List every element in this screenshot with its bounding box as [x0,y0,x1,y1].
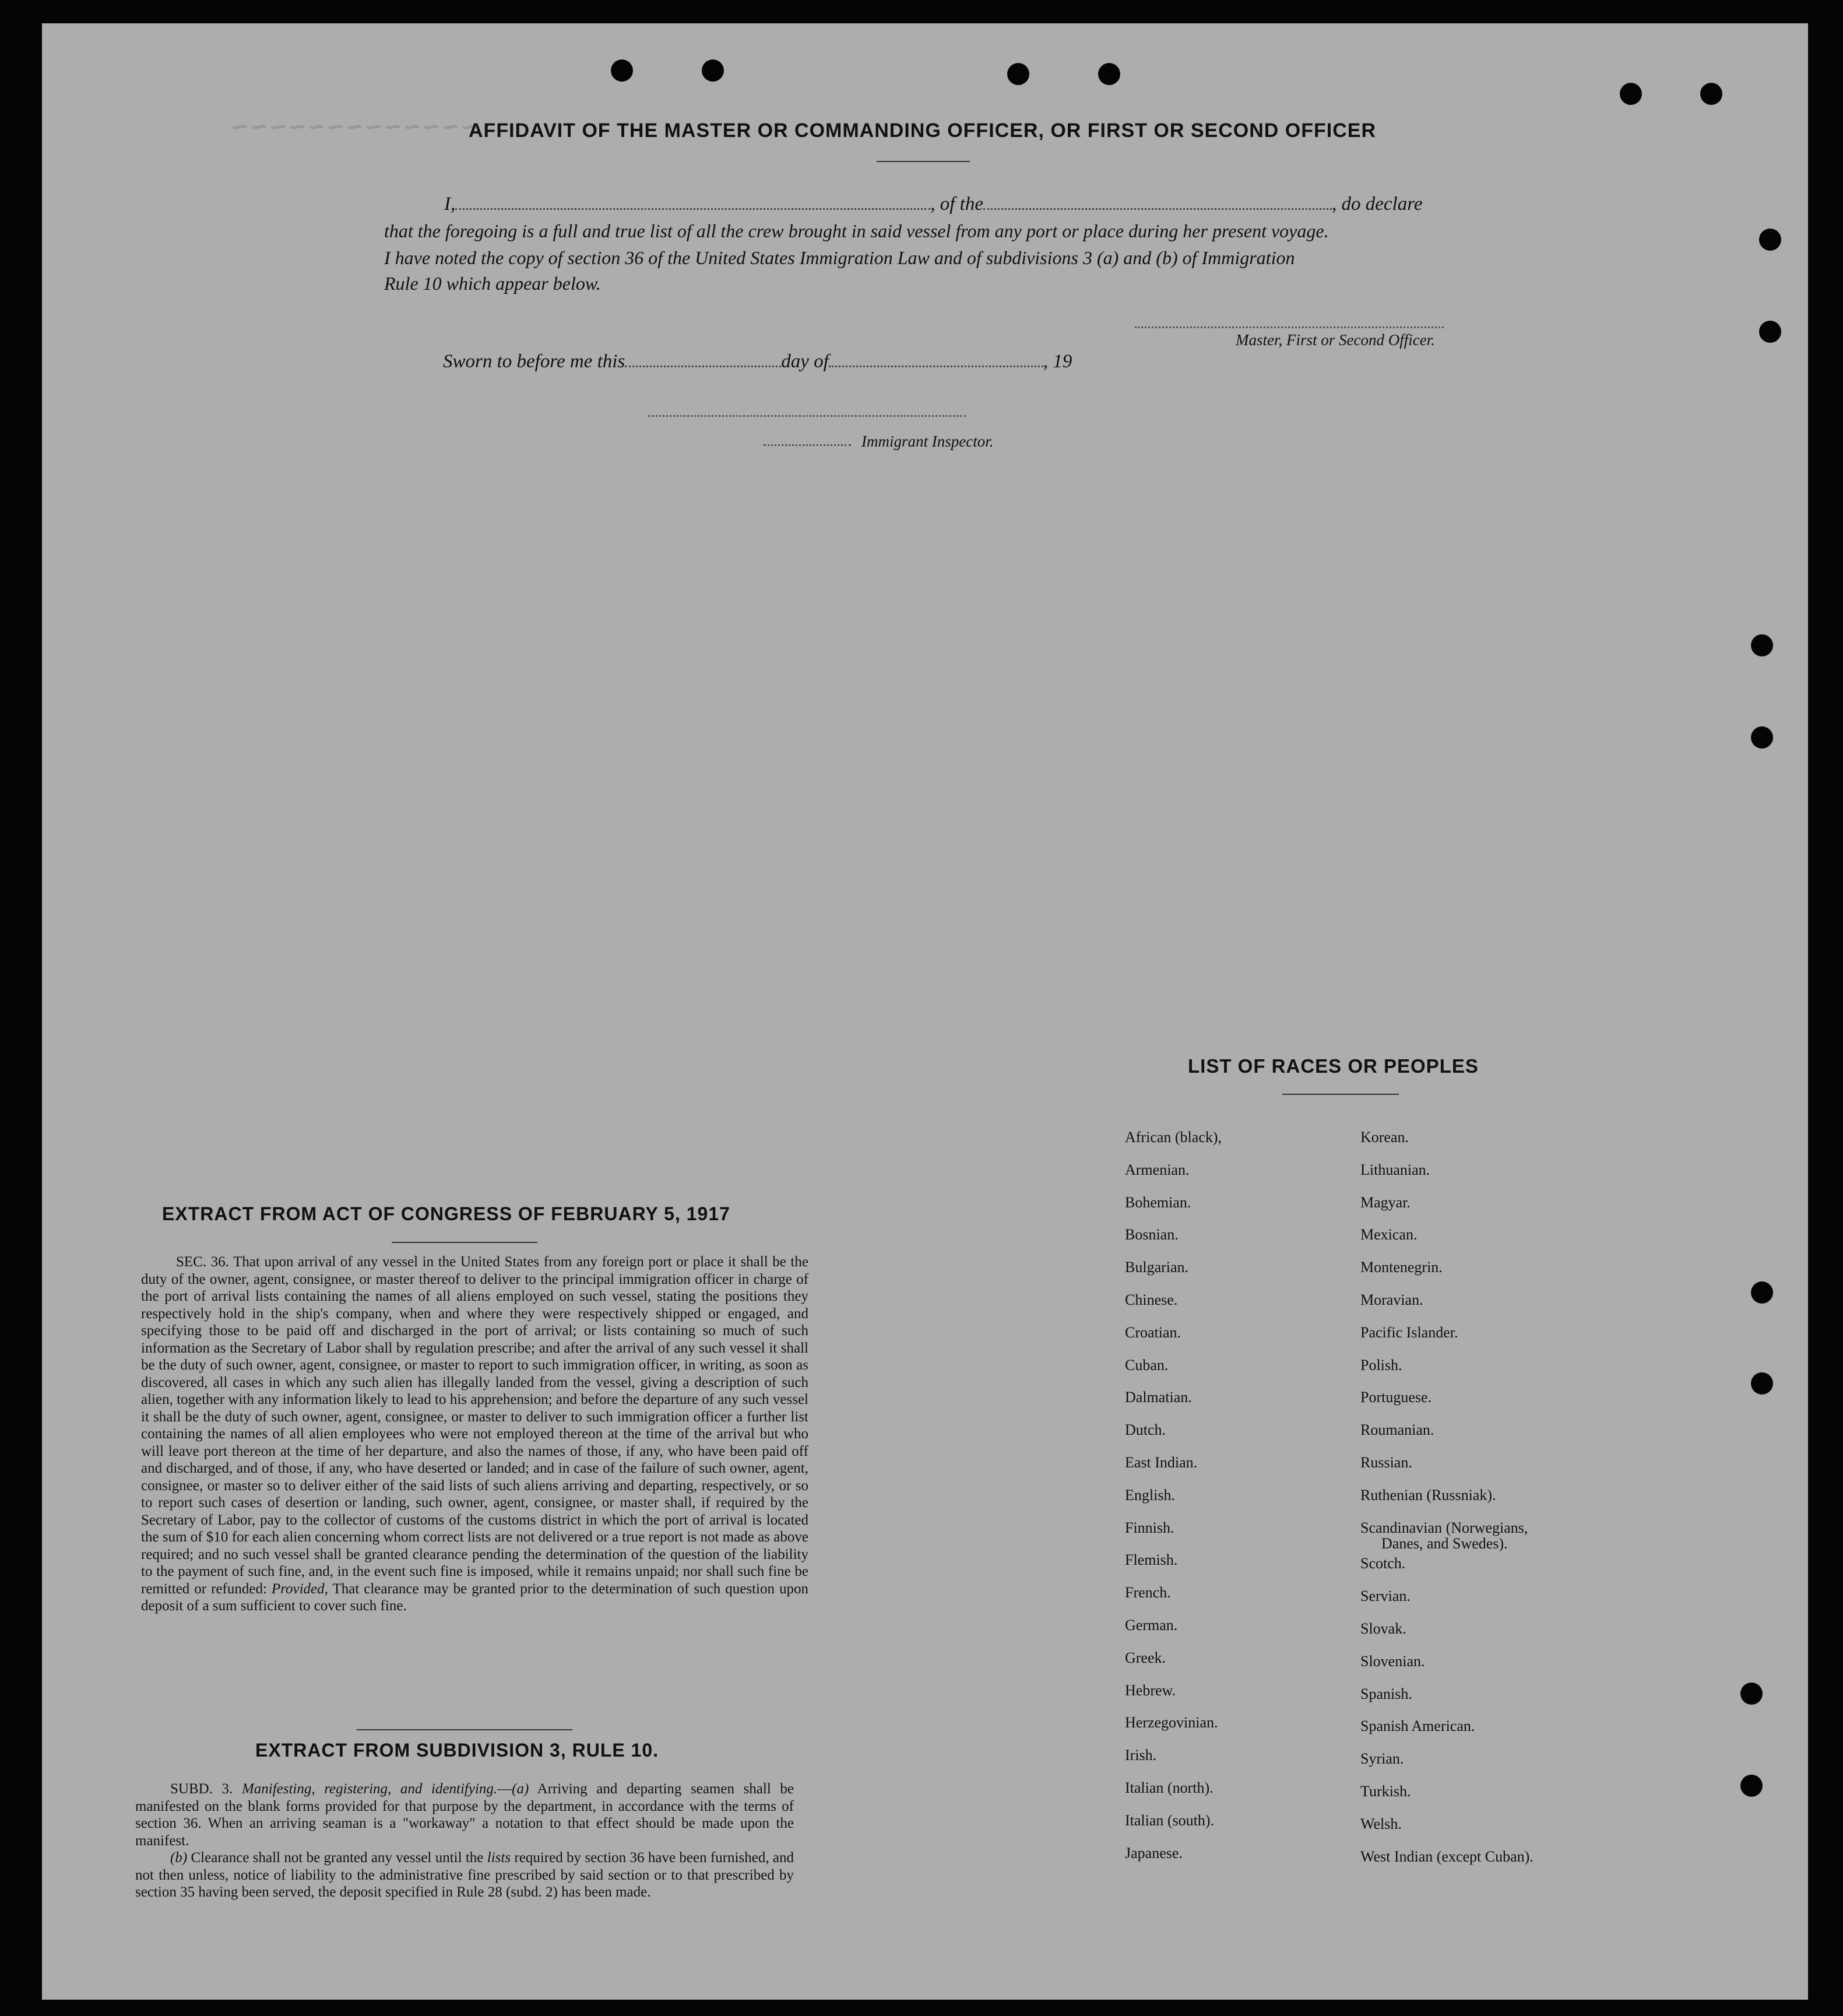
race-item: Portuguese. [1360,1389,1432,1406]
sworn-line [443,351,1072,373]
subd-label: SUBD. 3. [170,1781,233,1797]
punch-hole [1751,634,1773,656]
month-blank[interactable] [829,353,1043,367]
race-item: Pacific Islander. [1360,1323,1458,1341]
race-item: Spanish. [1360,1685,1412,1702]
race-item: Flemish. [1125,1551,1178,1569]
subd-title: Manifesting, registering, and identifying. [241,1781,498,1797]
race-item: German. [1125,1617,1178,1634]
race-item: Scotch. [1360,1555,1406,1572]
race-item: Croatian. [1125,1323,1181,1341]
race-item: Italian (south). [1125,1811,1215,1829]
punch-hole [1751,1372,1773,1395]
punch-hole [702,59,724,82]
clause-b-label: (b) [170,1850,188,1866]
race-item: French. [1125,1584,1171,1601]
of-the-text: , of the [930,194,983,215]
race-item: English. [1125,1486,1175,1504]
race-item: Ruthenian (Russniak). [1360,1486,1496,1504]
race-item: Greek. [1125,1649,1166,1666]
race-item: Syrian. [1360,1750,1404,1768]
punch-hole [1098,63,1120,85]
punch-hole [1740,1683,1763,1705]
race-item: Dalmatian. [1125,1389,1192,1406]
proviso-label: Provided, [271,1581,328,1597]
race-item: Hebrew. [1125,1681,1176,1699]
race-item: Chinese. [1125,1291,1178,1308]
section-divider [357,1729,572,1730]
race-item: Magyar. [1360,1193,1411,1211]
race-item: Russian. [1360,1454,1412,1471]
race-item: West Indian (except Cuban). [1360,1848,1534,1865]
inspector-signature-line-2[interactable] [764,444,851,446]
punch-hole [611,59,633,82]
race-item: Japanese. [1125,1844,1183,1862]
race-item: Bohemian. [1125,1193,1191,1211]
bleed-through-mark: ~~~~~~~~~~~~~ [228,111,478,142]
race-item: Turkish. [1360,1783,1411,1800]
section-36-text [141,1253,808,1615]
document-page [42,23,1808,2000]
affidavit-heading: AFFIDAVIT OF THE MASTER OR COMMANDING OFFICER, OR FIRST OR SECOND OFFICER [469,120,1376,142]
punch-hole [1759,321,1781,343]
punch-hole [1751,726,1773,749]
punch-hole [1700,83,1722,105]
subdivision-3-text: SUBD. 3. Manifesting, registering, and identifying.—(a) Arriving and departing seamen shall be manifested on the blank forms provided for that purpose by the department, in accordance with the terms of section 36. When an arriving seaman is a "workaway" a notation to that effect should be made upon the manifest. (b) Clearance shall not be granted any vessel until the lists required by section 36 have been furnished, and not then unless, notice of liability to the administrative fine prescribed by said section or to that prescribed by section 35 having been served, the deposit specified in Rule 28 (subd. 2) has been made. [135,1781,794,1900]
race-item: Finnish. [1125,1519,1174,1536]
race-item: Danes, and Swedes). [1381,1534,1508,1552]
inspector-caption: Immigrant Inspector. [861,433,994,450]
declaration-line-2: that the foregoing is a full and true list of all the crew brought in said vessel from any port or place during her present voyage. [384,220,1329,241]
race-item: Welsh. [1360,1815,1402,1832]
section-label: SEC. 36. [176,1254,229,1270]
day-blank[interactable] [625,353,781,367]
race-item: Dutch. [1125,1421,1166,1439]
races-divider [1282,1094,1399,1095]
act-extract-divider [392,1242,537,1243]
day-of-text: day of [781,351,829,372]
proviso-text: That clearance may be granted prior to the determination of such question upon deposit of a sum sufficient to cover such fine. [141,1581,808,1614]
race-item: Bosnian. [1125,1226,1179,1244]
section-body: That upon arrival of any vessel in the United States from any foreign port or place it shall be the duty of the owner, agent, consignee, or master thereof to deliver to the principal immigration officer in charge of the port of arrival lists containing the names of all aliens employed on such vessel, stating the positions they respectively hold in the ship's company, when and where they were respectively shipped or engaged, and specifying those to be paid off and discharged in the port of arrival; or lists containing so much of such information as the Secretary of Labor shall by regulation prescribe; and after the arrival of any such vessel it shall be the duty of such owner, agent, consignee, or master to report to such immigration officer, in writing, as soon as discovered, all cases in which any such alien has illegally landed from the vessel, giving a description of such alien, together with any information likely to lead to his apprehension; and before the departure of any such vessel it shall be the duty of such owner, agent, consignee, or master to deliver to such immigration officer a further list containing the names of all alien employees who were not employed thereon at the time of the arrival but who will leave port thereon at the time of her departure, and also the names of those, if any, who have been paid off and discharged, and of those, if any, who have deserted or landed; and in case of the failure of such owner, agent, consignee, or master so to deliver either of the said lists of such aliens arriving and departing, respectively, or so to report such cases of desertion or landing, such owner, agent, consignee, or master shall, if required by the Secretary of Labor, pay to the collector of customs of the customs district in which the port of arrival is located the sum of $10 for each alien concerning whom correct lists are not delivered or a true report is not made as above required; and no such vessel shall be granted clearance pending the determination of the question of the liability to the payment of such fine, and, in the event such fine is imposed, while it remains unpaid; nor shall such fine be remitted or refunded: [141,1254,808,1597]
name-blank[interactable] [455,195,930,210]
race-item: Armenian. [1125,1161,1190,1178]
declaration-line-3: I have noted the copy of section 36 of the United States Immigration Law and of subdivisions 3 (a) and (b) of Immigration [384,247,1295,268]
race-item: Polish. [1360,1356,1402,1374]
do-declare-text: , do declare [1331,194,1423,215]
race-item: African (black), [1125,1129,1222,1146]
race-item: Roumanian. [1360,1421,1434,1439]
race-item: Moravian. [1360,1291,1423,1308]
race-item: Servian. [1360,1587,1411,1605]
declaration-line-4: Rule 10 which appear below. [384,273,601,294]
year-prefix: , 19 [1043,351,1072,372]
act-extract-heading: EXTRACT FROM ACT OF CONGRESS OF FEBRUARY 5, 1917 [162,1203,730,1224]
punch-hole [1751,1281,1773,1304]
clause-a-text: Arriving and departing seamen shall be manifested on the blank forms provided for that purpose by the department, in accordance with the terms of section 36. When an arriving seaman is a "workaway" a notation to that effect should be made upon the manifest. [135,1781,794,1849]
declarant-prefix: I, [444,194,456,215]
clause-b-text-2: required by section 36 have been furnished, and not then unless, notice of liability to the administrative fine prescribed by said section or to that prescribed by section 35 having been served, the deposit specified in Rule 28 (subd. 2) has been made. [135,1850,794,1900]
sworn-text: Sworn to before me this [443,351,625,372]
clause-a-label: (a) [512,1781,529,1797]
clause-b-text-1: Clearance shall not be granted any vessel until the [191,1850,484,1866]
race-item: Lithuanian. [1360,1161,1430,1178]
punch-hole [1759,229,1781,251]
declaration-line-1 [444,194,1422,215]
races-heading: LIST OF RACES OR PEOPLES [1188,1055,1479,1077]
punch-hole [1620,83,1642,105]
race-item: Montenegrin. [1360,1259,1443,1276]
punch-hole [1740,1775,1763,1797]
inspector-signature-line[interactable] [648,415,966,417]
race-item: Korean. [1360,1129,1409,1146]
race-item: Irish. [1125,1747,1157,1764]
race-item: Mexican. [1360,1226,1418,1244]
race-item: Bulgarian. [1125,1259,1189,1276]
vessel-blank[interactable] [983,195,1332,210]
heading-divider [877,161,970,162]
race-item: Italian (north). [1125,1779,1214,1796]
rule-extract-heading: EXTRACT FROM SUBDIVISION 3, RULE 10. [255,1740,659,1761]
punch-hole [1007,63,1029,85]
race-item: Cuban. [1125,1356,1169,1374]
race-item: Scandinavian (Norwegians, [1360,1519,1528,1536]
master-caption: Master, First or Second Officer. [1236,331,1435,349]
race-item: Herzegovinian. [1125,1714,1218,1731]
race-item: Spanish American. [1360,1718,1475,1735]
clause-b-lists: lists [487,1850,511,1866]
master-signature-line[interactable] [1135,326,1444,328]
race-item: Slovenian. [1360,1652,1425,1670]
race-item: East Indian. [1125,1454,1198,1471]
race-item: Slovak. [1360,1620,1406,1637]
